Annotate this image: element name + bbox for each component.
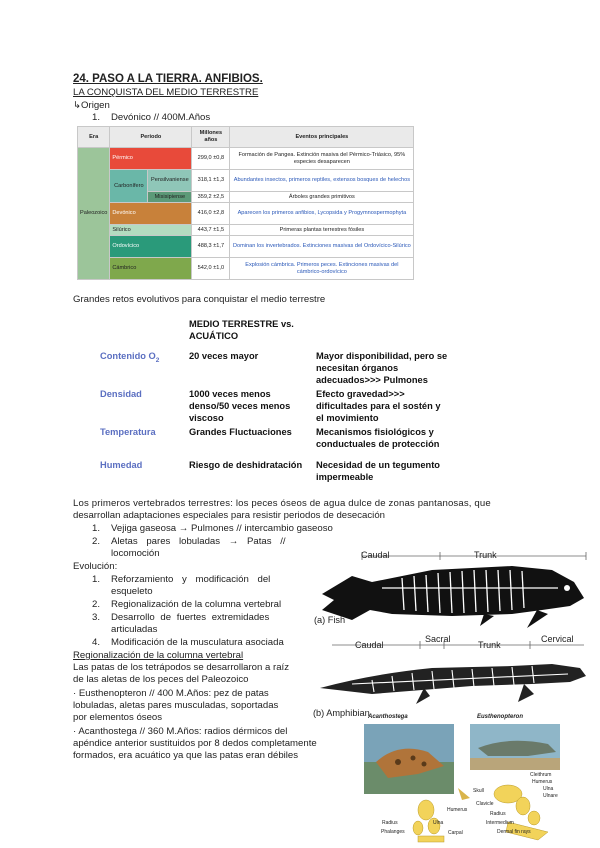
geo-event-cell: Abundantes insectos, primeros reptiles, extensos bosques de helechos bbox=[230, 170, 414, 192]
geo-period-permian: Pérmico bbox=[110, 148, 192, 170]
geo-age-cell: 542,0 ±1,0 bbox=[192, 258, 230, 280]
geo-header-age: Millones años bbox=[192, 127, 230, 148]
adapt-num: 1. bbox=[92, 523, 101, 534]
geo-event-cell: Dominan los invertebrados. Extinciones masivas del Ordovícico-Silúrico bbox=[230, 236, 414, 258]
geologic-time-table bbox=[77, 126, 414, 280]
cmp-header-line1: MEDIO TERRESTRE vs. bbox=[189, 319, 294, 329]
cmp-label-oxygen-text: Contenido O bbox=[100, 351, 156, 361]
cmp-label-oxygen-sub: 2 bbox=[155, 356, 160, 364]
cmp-label-temperature: Temperatura bbox=[100, 427, 156, 437]
adapt-num: 2. bbox=[92, 536, 101, 547]
cmp-label-density: Densidad bbox=[100, 389, 142, 399]
fig3-label: Ulna bbox=[543, 786, 554, 792]
para-eusthenopteron-line3: por elementos óseos bbox=[73, 712, 163, 723]
geo-age-cell: 488,3 ±1,7 bbox=[192, 236, 230, 258]
cmp-label-humidity: Humedad bbox=[100, 460, 143, 470]
geo-period-ordovician: Ordovícico bbox=[110, 236, 192, 258]
geo-age-cell: 443,7 ±1,5 bbox=[192, 225, 230, 236]
cmp-oxygen-col2-line2: necesitan órganos bbox=[316, 363, 399, 373]
geo-period-silurian: Silúrico bbox=[110, 225, 192, 236]
para-acanthostega-line3: formados, era acuático ya que las patas eran débiles bbox=[73, 750, 299, 761]
evol-item-4: Modificación de la musculatura asociada bbox=[111, 637, 284, 648]
geo-header-period: Periodo bbox=[110, 127, 192, 148]
amphibian-label-caudal: Caudal bbox=[355, 640, 384, 650]
geo-event-cell: Aparecen los primeros anfibios, Lycopsida y Progymnospermophyta bbox=[230, 203, 414, 225]
geo-age-cell: 416,0 ±2,8 bbox=[192, 203, 230, 225]
para-limbs-line1: Las patas de los tetrápodos se desarrollaron a raíz bbox=[73, 662, 289, 673]
geo-header-events: Eventos principales bbox=[230, 127, 414, 148]
para-eusthenopteron-line2: lobuladas, aletas pares musculadas, soportadas bbox=[73, 700, 279, 711]
amphibian-label-sacral: Sacral bbox=[425, 634, 451, 644]
geo-subperiod-mississippian: Misisipiense bbox=[148, 192, 192, 203]
cmp-density-col1-line3: viscoso bbox=[189, 413, 224, 423]
fig3-label: Dermal fin rays bbox=[497, 829, 531, 835]
fish-label-trunk: Trunk bbox=[474, 550, 497, 560]
adapt-item-1: Vejiga gaseosa → Pulmones // intercambio gaseoso bbox=[111, 523, 333, 534]
geo-period-devonian: Devónico bbox=[110, 203, 192, 225]
geo-age-cell: 359,2 ±2,5 bbox=[192, 192, 230, 203]
evol-item-3-line1: Desarrollo de fuertes extremidades bbox=[111, 612, 270, 623]
geo-header-era: Era bbox=[78, 127, 110, 148]
fig3-label: Ulna bbox=[433, 820, 444, 826]
section-heading-regionalization: Regionalización de la columna vertebral bbox=[73, 650, 244, 661]
para-first-vertebrates-line1: Los primeros vertebrados terrestres: los peces óseos de agua dulce de zonas pantanosas, que bbox=[73, 498, 491, 509]
evol-num: 3. bbox=[92, 612, 101, 623]
page-title: 24. PASO A LA TIERRA. ANFIBIOS. bbox=[73, 73, 263, 85]
cmp-temperature-col2-line2: conductuales de protección bbox=[316, 439, 440, 449]
fig3-label: Radius bbox=[382, 820, 398, 826]
cmp-temperature-col1: Grandes Fluctuaciones bbox=[189, 427, 292, 437]
evol-item-3-line2: articuladas bbox=[111, 624, 158, 635]
cmp-density-col2-line2: dificultades para el sostén y bbox=[316, 401, 441, 411]
cmp-oxygen-col2-line1: Mayor disponibilidad, pero se bbox=[316, 351, 448, 361]
fig3-label: Carpal bbox=[448, 830, 463, 836]
section-heading-conquest: LA CONQUISTA DEL MEDIO TERRESTRE bbox=[73, 87, 259, 98]
cmp-humidity-col1: Riesgo de deshidratación bbox=[189, 460, 303, 470]
adapt-item-2-line1: Aletas pares lobuladas → Patas // bbox=[111, 536, 286, 547]
cmp-density-col1-line1: 1000 veces menos bbox=[189, 389, 271, 399]
amphibian-label-trunk: Trunk bbox=[478, 640, 501, 650]
origin-label: ↳Origen bbox=[73, 100, 110, 111]
cmp-temperature-col2-line1: Mecanismos fisiológicos y bbox=[316, 427, 434, 437]
fig3-label: Clavicle bbox=[476, 801, 494, 807]
cmp-oxygen-col2-line3: adecuados>>> Pulmones bbox=[316, 375, 428, 385]
cmp-density-col1-line2: denso/50 veces menos bbox=[189, 401, 291, 411]
challenges-caption: Grandes retos evolutivos para conquistar el medio terrestre bbox=[73, 294, 326, 305]
fig3-label: Radius bbox=[490, 811, 506, 817]
fig3-title-acanthostega: Acanthostega bbox=[368, 714, 408, 720]
fig3-title-eusthenopteron: Eusthenopteron bbox=[477, 714, 523, 720]
evol-item-2: Regionalización de la columna vertebral bbox=[111, 599, 282, 610]
para-acanthostega-line1: · Acanthostega // 360 M.Años: radios dérmicos del bbox=[73, 726, 288, 737]
origin-item: Devónico // 400M.Años bbox=[111, 112, 211, 123]
fig3-label: Phalanges bbox=[381, 829, 405, 835]
evol-item-1-line2: esqueleto bbox=[111, 586, 153, 597]
cmp-label-oxygen bbox=[100, 351, 159, 366]
geo-era-cell: Paleozoico bbox=[78, 148, 110, 280]
evol-item-1-line1: Reforzamiento y modificación del bbox=[111, 574, 271, 585]
geo-age-cell: 318,1 ±1,3 bbox=[192, 170, 230, 192]
amphibian-skeleton-figure bbox=[312, 636, 590, 708]
amphibian-label-cervical: Cervical bbox=[541, 634, 574, 644]
geo-event-cell: Primeras plantas terrestres fósiles bbox=[230, 225, 414, 236]
geo-event-cell: Explosión cámbrica. Primeros peces. Extinciones masivas del cámbrico-ordovícico bbox=[230, 258, 414, 280]
evolution-label: Evolución: bbox=[73, 561, 118, 572]
cmp-humidity-col2-line2: impermeable bbox=[316, 472, 374, 482]
geo-period-cambrian: Cámbrico bbox=[110, 258, 192, 280]
cmp-density-col2-line3: el movimiento bbox=[316, 413, 379, 423]
para-eusthenopteron-line1: · Eusthenopteron // 400 M.Años: pez de patas bbox=[73, 688, 269, 699]
cmp-header-line2: ACUÁTICO bbox=[189, 331, 239, 341]
cmp-density-col2-line1: Efecto gravedad>>> bbox=[316, 389, 405, 399]
fish-caption: (a) Fish bbox=[314, 615, 346, 625]
origin-item-number: 1. bbox=[92, 112, 101, 123]
para-acanthostega-line2: apéndice anterior sustituidos por 8 dedos completamente bbox=[73, 738, 317, 749]
para-first-vertebrates-line2: desarrollan adaptaciones especiales para resistir periodos de desecación bbox=[73, 510, 385, 521]
cmp-oxygen-col1: 20 veces mayor bbox=[189, 351, 259, 361]
amphibian-caption: (b) Amphibian bbox=[313, 708, 370, 718]
geo-event-cell: Árboles grandes primitivos bbox=[230, 192, 414, 203]
fish-skeleton-figure bbox=[312, 548, 590, 630]
adapt-item-2-line2: locomoción bbox=[111, 548, 160, 559]
fig3-label: Humerus bbox=[447, 807, 468, 813]
fish-label-caudal: Caudal bbox=[361, 550, 390, 560]
geo-age-cell: 299,0 ±0,8 bbox=[192, 148, 230, 170]
cmp-humidity-col2-line1: Necesidad de un tegumento bbox=[316, 460, 440, 470]
evol-num: 1. bbox=[92, 574, 101, 585]
geo-period-carboniferous: Carbonífero bbox=[110, 170, 148, 203]
fig3-label: Ulnare bbox=[543, 793, 558, 799]
fig3-label: Intermedium bbox=[486, 820, 514, 826]
fig3-label: Skull bbox=[473, 788, 484, 794]
evol-num: 4. bbox=[92, 637, 101, 648]
para-limbs-line2: de las aletas de los peces del Paleozoico bbox=[73, 674, 249, 685]
evol-num: 2. bbox=[92, 599, 101, 610]
geo-subperiod-pennsylvanian: Pensilvaniense bbox=[148, 170, 192, 192]
geo-event-cell: Formación de Pangea. Extinción masiva del Pérmico-Triásico, 95% especies desaparecen bbox=[230, 148, 414, 170]
fig3-label: Cleithrum bbox=[530, 772, 552, 778]
fig3-label: Humerus bbox=[532, 779, 553, 785]
